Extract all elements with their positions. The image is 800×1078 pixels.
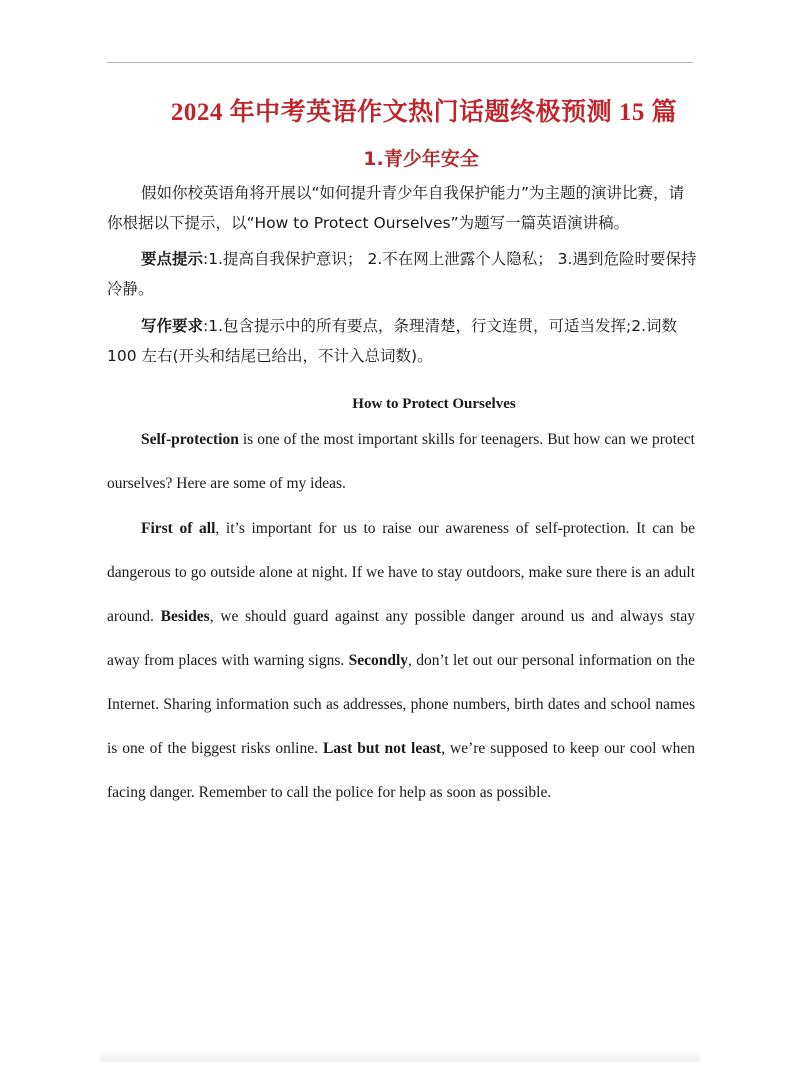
prompt-requirements: [107, 311, 697, 371]
requirements-text: :1.包含提示中的所有要点，条理清楚，行文连贯，可适当发挥;2.词数 100 左右(开头和结尾已给出，不计入总词数)。: [107, 317, 678, 365]
page-title: 2024 年中考英语作文热门话题终极预测 15 篇: [170, 99, 678, 126]
section-title: 1.青少年安全: [363, 148, 479, 170]
key-points-text: :1.提高自我保护意识； 2.不在网上泄露个人隐私； 3.遇到危险时要保持冷静。: [107, 250, 697, 298]
essay-p2-text-3: , don’t let out our personal information on the Internet. Sharing information such as addresses, phone numbers, birth dates and school names is one of the biggest risks online.: [107, 652, 695, 757]
essay-p2-bold-1: First of all: [141, 520, 216, 537]
prompt-key-points: [107, 244, 697, 304]
essay-p1-bold: Self-protection: [141, 431, 239, 448]
essay-p2-text-4: , we’re supposed to keep our cool when facing danger. Remember to call the police for help as soon as possible.: [107, 740, 695, 801]
essay-p1-text: is one of the most important skills for teenagers. But how can we protect ourselves? Here are some of my ideas.: [107, 431, 695, 492]
essay-paragraph-1: [107, 418, 695, 506]
essay-title: How to Protect Ourselves: [352, 396, 516, 412]
page-bottom-edge: [100, 1050, 700, 1062]
essay-p2-text-1: , it’s important for us to raise our awareness of self-protection. It can be dangerous to go outside alone at night. If we have to stay outdoors, make sure there is an adult around.: [107, 520, 695, 625]
essay-p2-bold-2: Besides: [160, 608, 210, 625]
essay-p2-bold-4: Last but not least: [322, 740, 442, 757]
prompt-intro-text: 假如你校英语角将开展以“如何提升青少年自我保护能力”为主题的演讲比赛，请你根据以下提示，以“How to Protect Ourselves”为题写一篇英语演讲稿。: [107, 184, 685, 232]
essay-p2-bold-3: Secondly: [348, 652, 409, 669]
requirements-label: 写作要求: [141, 317, 204, 335]
key-points-label: 要点提示: [141, 250, 204, 268]
top-divider: [107, 62, 693, 63]
prompt-intro: [107, 178, 697, 238]
essay-p2-text-2: , we should guard against any possible danger around us and always stay away from places with warning signs.: [107, 608, 695, 669]
essay-paragraph-2: [107, 507, 695, 815]
